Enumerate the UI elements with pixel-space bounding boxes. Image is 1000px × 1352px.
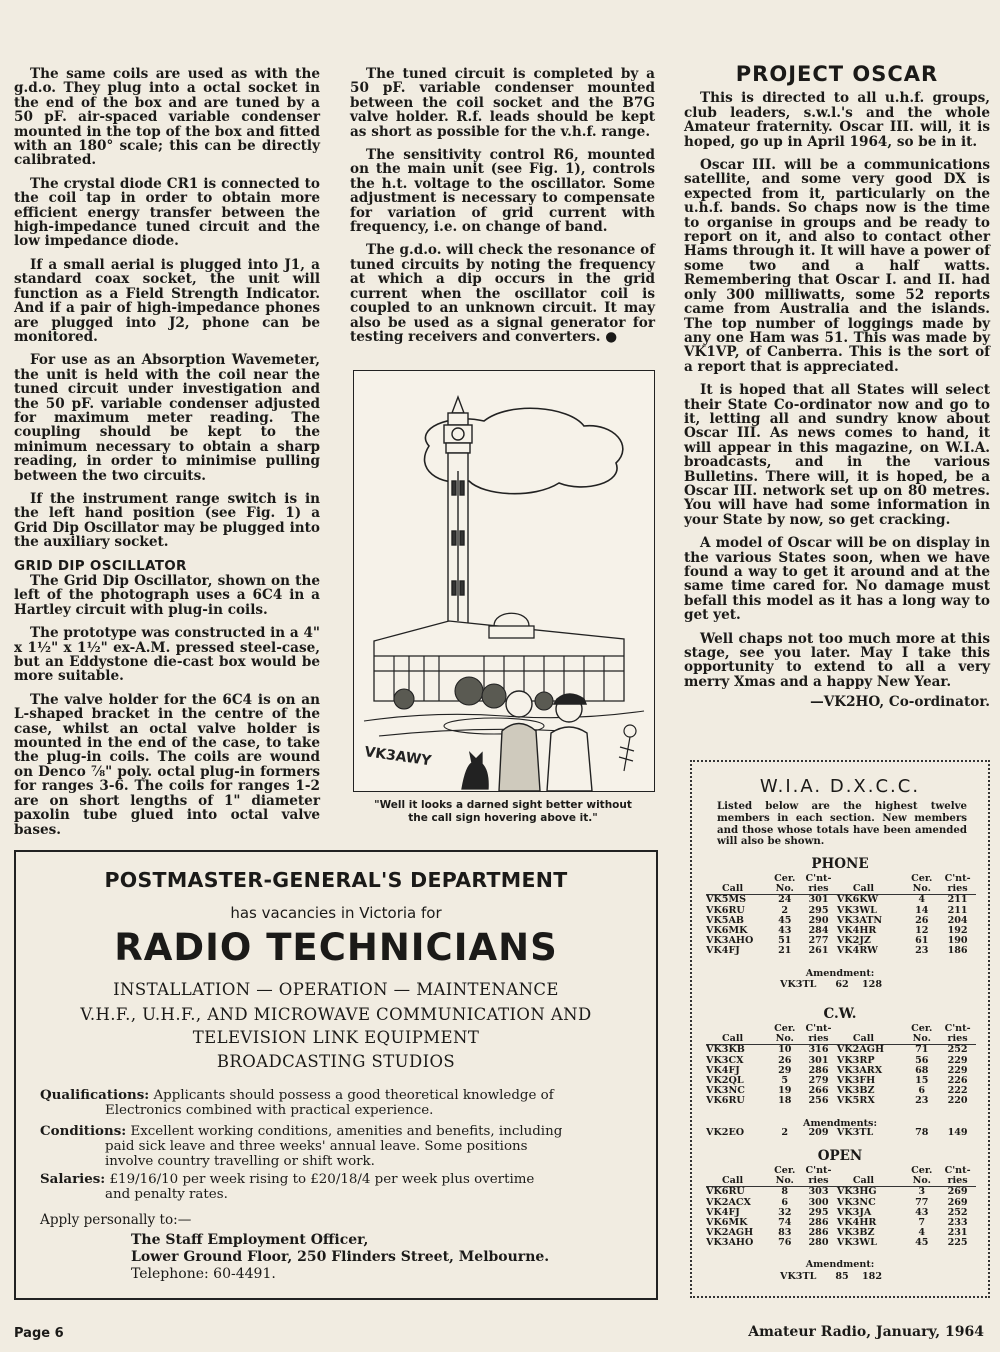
ad-conditions: Conditions: Excellent working conditions, amenities and benefits, including paid sick leave and three weeks' annual leave. Some positions involve country travelling or shift work. (40, 1123, 563, 1169)
table-cell: 23 (915, 945, 929, 957)
table-cell: VK3RP (836, 1054, 875, 1066)
column-header: ries (800, 1034, 837, 1045)
table-row (706, 1128, 976, 1138)
table-cell: 284 (808, 925, 829, 937)
table-cell: 286 (808, 1064, 829, 1076)
qualifications-label: Qualifications: (40, 1087, 150, 1103)
cw-section-title: C.W. (823, 1006, 857, 1022)
column-header: C'nt- (805, 873, 832, 884)
table-cell: VK6MK (706, 1217, 748, 1229)
dxcc-box: W.I.A. D.X.C.C. Listed below are the highest twelve members in each section. New members and those whose totals have been amended will also be shown. PHONE Cer. C'nt- Cer. C'nt- Call No. ries Call No. ries VK5MS 24 301 VK6KW 4 211 VK6RU 2 295 VK3WL 14 211 VK5AB 45 290 VK3ATN 26 204 VK6MK 43 284 VK4HR 12 192 VK3AHO 51 277 VK2JZ 61 190 VK4FJ 21 261 VK4RW 23 186 Amendment: VK3TL 62 128 C.W. Cer. C'nt- Cer. C'nt- Call No. ries Call No. ries VK3KB 10 316 VK2AGH 71 252 VK3CX 26 301 VK3RP 56 229 VK4FJ 29 286 VK3ARX 68 229 VK2QL 5 279 VK3FH 15 226 VK3NC 19 266 VK3BZ 6 222 VK6RU 18 256 VK5RX 23 220 Amendments: VK2EO 2 209 VK3TL 78 149 OPEN Cer. C'nt- Cer. C'nt- Call No. ries Call No. ries VK6RU 8 303 VK3HG 3 269 VK2ACX 6 300 VK3NC 77 269 VK4FJ 32 295 VK3JA 43 252 VK6MK 74 286 VK4HR 7 233 VK2AGH 83 286 VK3BZ 4 231 VK3AHO 76 280 VK3WL 45 225 Amendment: VK3TL 85 182 (690, 760, 990, 1298)
table-cell: 26 (915, 914, 929, 926)
column-header: No. (904, 884, 939, 895)
cw-table (706, 1024, 976, 1107)
table-cell: VK3ATN (836, 914, 883, 926)
table-cell: 209 (808, 1127, 829, 1138)
table-row (706, 946, 976, 956)
table-cell: VK4HR (836, 925, 877, 937)
ad-apply: Apply personally to:— (40, 1212, 192, 1228)
dxcc-title: W.I.A. D.X.C.C. (759, 776, 921, 797)
column-header: Call (706, 1034, 769, 1045)
table-cell: 15 (915, 1075, 929, 1087)
table-cell: 5 (781, 1075, 789, 1087)
table-cell: 300 (808, 1196, 829, 1208)
table-cell: 10 (778, 1044, 792, 1056)
column-header: No. (904, 1176, 939, 1187)
table-cell: 77 (915, 1196, 929, 1208)
table-row (706, 1187, 976, 1198)
table-cell: VK3KB (706, 1044, 745, 1056)
table-cell: 269 (947, 1196, 968, 1208)
paragraph: This is directed to all u.h.f. groups, club leaders, s.w.l.'s and the whole Amateur fraternity. Oscar III. will, it is hoped, go up in April 1964, so be in it. (684, 90, 990, 150)
table-row (706, 1096, 976, 1106)
table-cell: VK6RU (706, 1095, 745, 1107)
column-header: Call (706, 1176, 769, 1187)
table-cell: 8 (781, 1186, 789, 1198)
column-header: ries (800, 884, 837, 895)
table-cell: 43 (915, 1206, 929, 1218)
table-cell: 51 (778, 935, 792, 947)
table-cell: VK4HR (836, 1217, 877, 1229)
table-cell: VK6RU (706, 1186, 745, 1198)
ad-line: TELEVISION LINK EQUIPMENT (192, 1028, 480, 1047)
paragraph: For use as an Absorption Wavemeter, the unit is held with the coil near the tuned circuit under investigation and the 50 pF. variable condenser adjusted for maximum meter reading. The coupling should be kept to the minimum necessary to obtain a sharp reading, in order to minimise pulling between the two circuits. (14, 352, 320, 484)
table-cell: VK6MK (706, 925, 748, 937)
column-header: C'nt- (805, 1023, 832, 1034)
paragraph: The Grid Dip Oscillator, shown on the left of the photograph uses a 6C4 in a Hartley circuit with plug-in coils. (14, 573, 320, 618)
table-cell: 280 (808, 1237, 829, 1249)
table-cell: 229 (947, 1054, 968, 1066)
table-cell: 211 (947, 904, 968, 916)
table-cell: VK3ARX (836, 1064, 883, 1076)
column-header: Call (706, 884, 769, 895)
table-cell: 3 (918, 1186, 926, 1198)
amendments-label: Amendments: (803, 1118, 877, 1129)
ad-role-title: RADIO TECHNICIANS (114, 926, 558, 969)
table-cell: 295 (808, 1206, 829, 1218)
table-cell: 269 (947, 1186, 968, 1198)
salaries-label: Salaries: (40, 1171, 106, 1187)
paragraph: A model of Oscar will be on display in the various States soon, when we have found a way to get it around and at the same time cared for. No damage must befall this model as it has a long way to get yet. (684, 535, 990, 624)
paragraph: The valve holder for the 6C4 is on an L-shaped bracket in the centre of the case, whilst an octal valve holder is mounted in the end of the case, to take the plug-in coils. The coils are wound on Denco ⅞" poly. octal plug-in formers for ranges 3-6. The coils for ranges 1-2 are on short lengths of 1" diameter paxolin tube glued into octal valve bases. (14, 691, 320, 838)
publication-footer: Amateur Radio, January, 1964 (748, 1324, 984, 1340)
table-cell: VK3FH (836, 1075, 876, 1087)
section-heading: GRID DIP OSCILLATOR (14, 557, 187, 574)
column-header: C'nt- (805, 1165, 832, 1176)
table-cell: 76 (778, 1237, 792, 1249)
column-header: Cer. (774, 1023, 796, 1034)
column-header: Call (837, 884, 905, 895)
table-cell: 286 (808, 1217, 829, 1229)
article-column-2 (350, 67, 655, 353)
table-cell: VK4FJ (706, 945, 740, 957)
table-cell: VK5AB (706, 914, 745, 926)
column-header: C'nt- (944, 1023, 971, 1034)
paragraph: The prototype was constructed in a 4" x 1½" x 1½" ex-A.M. pressed steel-case, but an Eddystone die-cast box would be more suitable. (14, 625, 320, 685)
column-header: Call (837, 1176, 905, 1187)
table-cell: VK2AGH (836, 1044, 885, 1056)
cartoon-drawing (354, 371, 654, 791)
table-cell: 43 (778, 925, 792, 937)
paragraph: Well chaps not too much more at this stage, see you later. May I take this opportunity to extend to all a very merry Xmas and a happy New Year. (684, 630, 990, 690)
table-cell: 301 (808, 894, 829, 906)
table-cell: 192 (947, 925, 968, 937)
table-cell: VK2AGH (706, 1227, 754, 1239)
table-cell: 279 (808, 1075, 829, 1087)
table-cell: VK2JZ (836, 935, 871, 947)
table-cell: VK3WL (836, 904, 877, 916)
table-cell: 220 (947, 1095, 968, 1107)
table-cell: 295 (808, 904, 829, 916)
paragraph: If the instrument range switch is in the left hand position (see Fig. 1) a Grid Dip Oscillator may be plugged into the auxiliary socket. (14, 490, 320, 551)
table-cell: VK3BZ (836, 1227, 875, 1239)
table-cell: 12 (915, 925, 929, 937)
ad-line: BROADCASTING STUDIOS (216, 1052, 456, 1071)
table-cell: 68 (915, 1064, 929, 1076)
table-cell: 14 (915, 904, 929, 916)
phone-section-title: PHONE (811, 856, 869, 872)
table-cell: 231 (947, 1227, 968, 1239)
table-cell: 18 (778, 1095, 792, 1107)
column-header: Cer. (774, 873, 796, 884)
table-cell: VK3AHO (706, 935, 754, 947)
table-cell: VK6KW (836, 894, 879, 906)
table-cell: 29 (778, 1064, 792, 1076)
paragraph: The tuned circuit is completed by a 50 pF. variable condenser mounted between the coil socket and the B7G valve holder. R.f. leads should be kept as short as possible for the v.h.f. range. (350, 66, 655, 140)
table-cell: VK2ACX (706, 1196, 751, 1208)
table-cell: VK3HG (836, 1186, 877, 1198)
table-cell: 211 (947, 894, 968, 906)
ad-address: The Staff Employment Officer, Lower Ground Floor, 250 Flinders Street, Melbourne. Telephone: 60-4491. (131, 1232, 550, 1282)
column-header: C'nt- (944, 1165, 971, 1176)
fish-bone (619, 725, 636, 771)
ad-line: INSTALLATION — OPERATION — MAINTENANCE (113, 980, 559, 999)
paragraph: If a small aerial is plugged into J1, a standard coax socket, the unit will function as a Field Strength Indicator. And if a pair of high-impedance phones are plugged into J2, phone can be monitored. (14, 256, 320, 345)
table-cell: VK3TL (836, 1127, 874, 1138)
column-header: Cer. (911, 1023, 933, 1034)
table-cell: VK4FJ (706, 1064, 740, 1076)
ad-salaries: Salaries: £19/16/10 per week rising to £20/18/4 per week plus overtime and penalty rates. (40, 1171, 535, 1202)
column-header: ries (939, 1176, 976, 1187)
table-cell: 19 (778, 1085, 792, 1097)
open-table (706, 1166, 976, 1249)
table-cell: 301 (808, 1054, 829, 1066)
cw-amendments (706, 1128, 976, 1138)
table-cell: 190 (947, 935, 968, 947)
table-cell: 21 (778, 945, 792, 957)
column-header: ries (939, 884, 976, 895)
ad-department: POSTMASTER-GENERAL'S DEPARTMENT (104, 868, 568, 892)
table-cell: 252 (947, 1206, 968, 1218)
table-cell: 256 (808, 1095, 829, 1107)
pmg-advertisement (14, 850, 658, 1300)
table-cell: 222 (947, 1085, 968, 1097)
cat-figure (462, 753, 488, 789)
ad-telephone: Telephone: 60-4491. (131, 1266, 276, 1282)
table-cell: VK4FJ (706, 1206, 740, 1218)
table-cell: 266 (808, 1085, 829, 1097)
table-cell: 74 (778, 1217, 792, 1229)
project-oscar-column (684, 62, 990, 711)
table-cell: VK3WL (836, 1237, 877, 1249)
paragraph: It is hoped that all States will select their State Co-ordinator now and go to it, letting all and sundry know about Oscar III. As news comes to hand, it will appear in this magazine, on W.I.A. broadcasts, and in the various Bulletins. There will, it is hoped, be a Oscar III. network set up on 80 metres. You will have had some information in your State by now, so get cracking. (684, 382, 990, 528)
table-cell: VK3BZ (836, 1085, 875, 1097)
open-section-title: OPEN (817, 1148, 863, 1164)
table-cell: 252 (947, 1044, 968, 1056)
table-cell: VK3CX (706, 1054, 744, 1066)
article-title: PROJECT OSCAR (735, 62, 939, 86)
table-cell: 32 (778, 1206, 792, 1218)
table-cell: 4 (918, 894, 926, 906)
table-row (706, 1045, 976, 1056)
column-header: No. (769, 1034, 800, 1045)
table-cell: 4 (918, 1227, 926, 1239)
table-cell: 204 (947, 914, 968, 926)
ad-vacancies: has vacancies in Victoria for (230, 904, 442, 922)
paragraph: The same coils are used as with the g.d.o. They plug into a octal socket in the end of the box and are tuned by a 50 pF. air-spaced variable condenser mounted in the top of the box and fitted with an 180° scale; this can be directly calibrated. (14, 66, 320, 169)
artist-signature: VK3AWY (363, 744, 433, 770)
dxcc-intro: Listed below are the highest twelve members in each section. New members and those whose totals have been amended will also be shown. (717, 800, 967, 848)
table-cell: 24 (778, 894, 792, 906)
table-cell: 7 (918, 1217, 926, 1229)
column-header: Call (837, 1034, 905, 1045)
table-cell: 45 (778, 914, 792, 926)
table-cell: 2 (781, 904, 789, 916)
paragraph: Oscar III. will be a communications satellite, and some very good DX is expected from it, particularly on the u.h.f. bands. So chaps now is the time to organise in groups and be ready to report on it, and also to contact other Hams through it. It will have a power of some two and a half watts. Remembering that Oscar I. and II. had only 300 milliwatts, some 52 reports came from Australia and the islands. The top number of loggings made by any one Ham was 51. This was made by VK1VP, of Canberra. This is the sort of a report that is appreciated. (684, 157, 990, 375)
table-row (706, 1238, 976, 1248)
page-number: Page 6 (14, 1326, 64, 1341)
amendment-label: Amendment: (805, 968, 875, 979)
table-cell: 6 (918, 1085, 926, 1097)
table-cell: 290 (808, 914, 829, 926)
table-cell: 286 (808, 1227, 829, 1239)
paragraph: The crystal diode CR1 is connected to the coil tap in order to obtain more efficient energy transfer between the high-impedance tuned circuit and the low impedance diode. (14, 175, 320, 250)
table-cell: VK3NC (706, 1085, 745, 1097)
clock-tower (444, 397, 472, 633)
phone-table (706, 874, 976, 957)
table-cell: 149 (947, 1127, 968, 1138)
table-cell: 233 (947, 1217, 968, 1229)
table-cell: 83 (778, 1227, 792, 1239)
column-header: Cer. (911, 873, 933, 884)
conditions-label: Conditions: (40, 1123, 127, 1139)
column-header: No. (904, 1034, 939, 1045)
table-cell: 78 (915, 1127, 929, 1138)
table-cell: VK5RX (836, 1095, 875, 1107)
table-cell: 45 (915, 1237, 929, 1249)
ad-qualifications: Qualifications: Applicants should possess a good theoretical knowledge of Electronics combined with practical experience. (40, 1087, 554, 1118)
article-column-1 (14, 67, 320, 846)
table-cell: VK4RW (836, 945, 878, 957)
table-cell: VK2QL (706, 1075, 744, 1087)
table-cell: 71 (915, 1044, 929, 1056)
ad-line: V.H.F., U.H.F., AND MICROWAVE COMMUNICATION AND (80, 1005, 592, 1024)
table-cell: VK3AHO (706, 1237, 754, 1249)
cartoon-caption (353, 799, 653, 825)
table-cell: 26 (778, 1054, 792, 1066)
column-header: ries (800, 1176, 837, 1187)
column-header: ries (939, 1034, 976, 1045)
table-cell: 23 (915, 1095, 929, 1107)
table-cell: 277 (808, 935, 829, 947)
amendment-label: Amendment: (805, 1259, 875, 1270)
caption-line: "Well it looks a darned sight better without (374, 799, 632, 811)
author-signature: —VK2HO, Co-ordinator. (810, 694, 990, 711)
table-cell: VK6RU (706, 904, 745, 916)
caption-line: the call sign hovering above it." (408, 812, 598, 824)
column-header: No. (769, 884, 800, 895)
table-cell: 303 (808, 1186, 829, 1198)
table-cell: 316 (808, 1044, 829, 1056)
column-header: Cer. (911, 1165, 933, 1176)
table-row (706, 895, 976, 906)
table-cell: VK2EO (706, 1127, 745, 1138)
table-cell: 225 (947, 1237, 968, 1249)
cartoon-illustration (353, 370, 655, 792)
paragraph: The g.d.o. will check the resonance of tuned circuits by noting the frequency at which a dip occurs in the grid current when the oscillator coil is coupled to an unknown circuit. It may also be used as a signal generator for testing receivers and converters. ● (350, 242, 655, 345)
table-cell: 2 (781, 1127, 789, 1138)
table-cell: VK3JA (836, 1206, 872, 1218)
column-header: C'nt- (944, 873, 971, 884)
table-cell: 6 (781, 1196, 789, 1208)
table-cell: 226 (947, 1075, 968, 1087)
table-cell: 229 (947, 1064, 968, 1076)
column-header: No. (769, 1176, 800, 1187)
table-cell: 186 (947, 945, 968, 957)
table-cell: VK3NC (836, 1196, 876, 1208)
column-header: Cer. (774, 1165, 796, 1176)
table-cell: 61 (915, 935, 929, 947)
paragraph: The sensitivity control R6, mounted on the main unit (see Fig. 1), controls the h.t. voltage to the oscillator. Some adjustment is necessary to compensate for variation of grid current with frequency, i.e. on change of band. (350, 147, 655, 236)
table-cell: 56 (915, 1054, 929, 1066)
table-cell: 261 (808, 945, 829, 957)
table-cell: VK5MS (706, 894, 747, 906)
